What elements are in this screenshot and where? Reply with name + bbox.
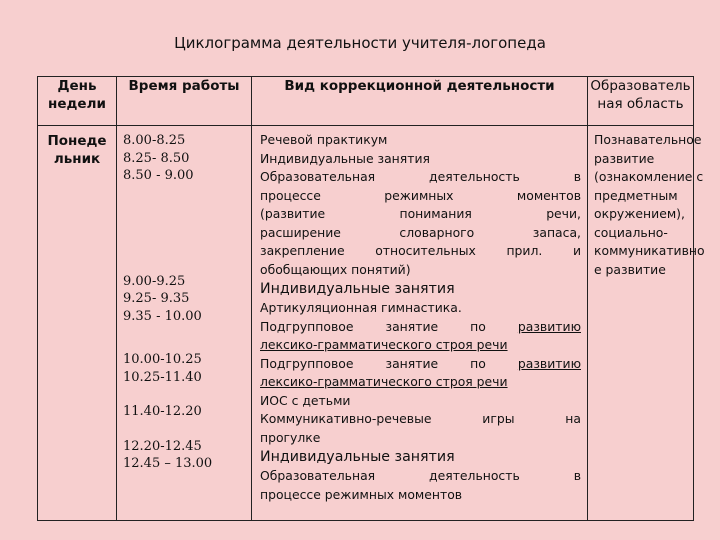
header-area: Образователь ная область	[588, 77, 694, 126]
day-cell: Понеде льник	[38, 126, 117, 521]
cyclogram-table	[37, 76, 705, 521]
page-title: Циклограмма деятельности учителя-логопеда	[174, 34, 546, 52]
time-cell: 8.00-8.25 8.25- 8.50 8.50 - 9.00 9.00-9.25 9.25- 9.35 9.35 - 10.00 10.00-10.25 10.25-11.40 11.40-12.20 12.20-12.45 12.45 – 13.00	[117, 126, 252, 521]
activity-cell: Речевой практикум Индивидуальные занятия Образовательная деятельность в процессе режимных моментов (развитие понимания речи, расширение словарного запаса, закрепление относительных прил. и обобщающих понятий) Индивидуальные занятия Артикуляционная гимнастика. Подгрупповое занятие по развитию лексико-грамматического строя речи Подгрупповое занятие по развитию лексико-грамматического строя речи ИОС с детьми Коммуникативно-речевые игры на прогулке Индивидуальные занятия Образовательная деятельность в процессе режимных моментов	[252, 126, 588, 521]
header-row	[38, 77, 694, 126]
header-day: День недели	[38, 77, 117, 126]
header-time: Время работы	[117, 77, 252, 126]
area-cell: Познавательное развитие (ознакомление с предметным окружением), социально- коммуникативно е развитие	[588, 126, 694, 521]
table-row	[38, 126, 694, 521]
header-activity: Вид коррекционной деятельности	[252, 77, 588, 126]
